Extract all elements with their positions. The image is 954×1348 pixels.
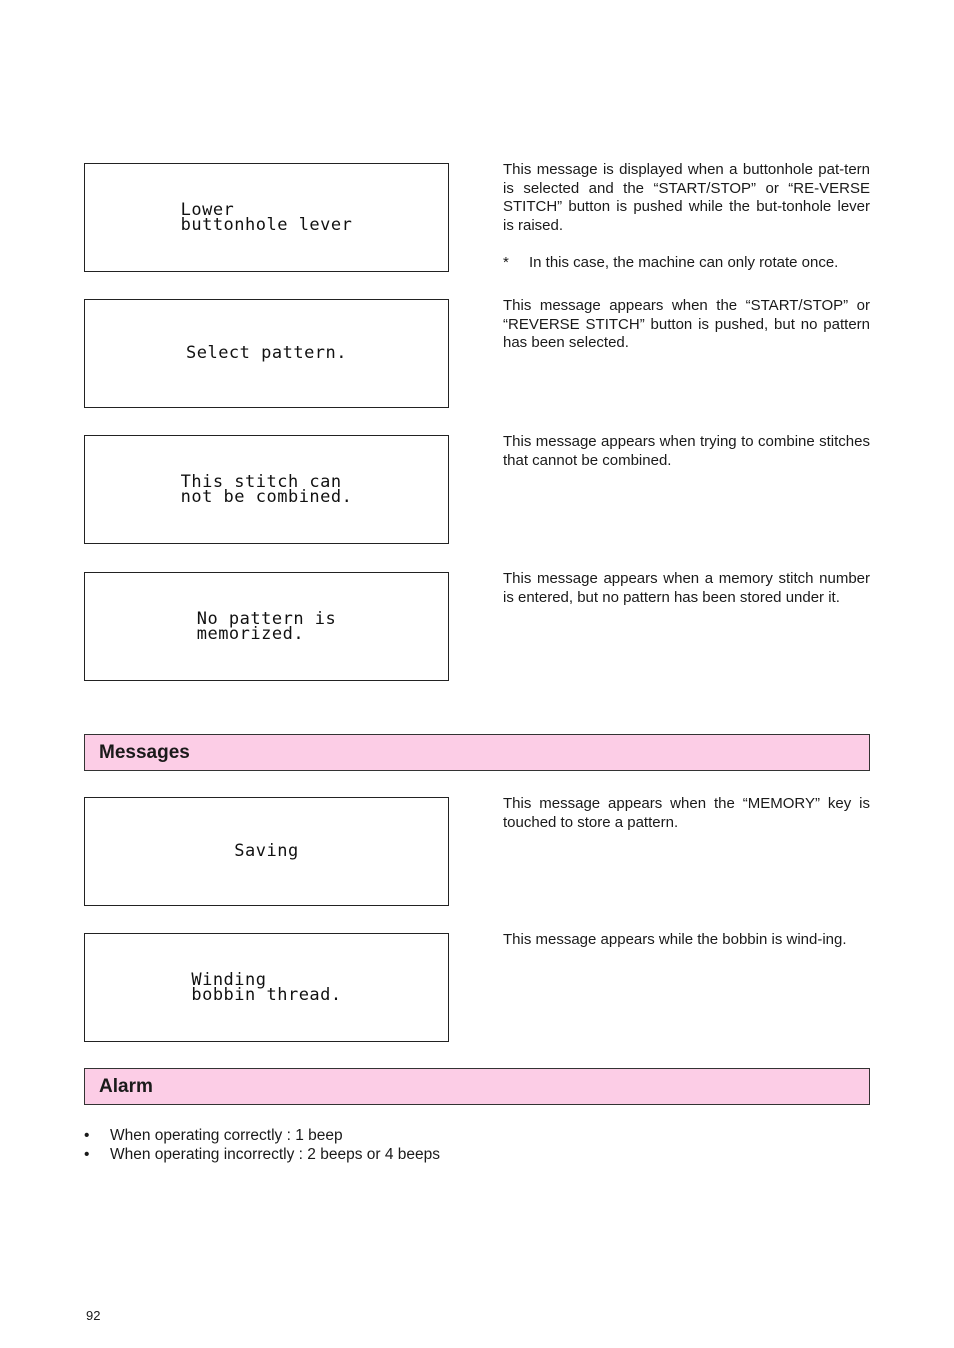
message-description: This message is displayed when a buttonhole pat-tern is selected and the “START/STOP” or “RE-VERSE STITCH” button is pushed while the but-tonhole lever is raised. bbox=[503, 161, 870, 234]
message-description: This message appears when the “START/STOP” or “REVERSE STITCH” button is pushed, but no pattern has been selected. bbox=[503, 297, 870, 351]
list-item bbox=[84, 1145, 440, 1164]
lcd-display-stitch-cannot-combine bbox=[84, 435, 449, 544]
section-header-alarm bbox=[84, 1068, 870, 1105]
note-asterisk: * bbox=[503, 254, 509, 271]
bullet-icon: • bbox=[84, 1127, 90, 1144]
section-title: Alarm bbox=[99, 1075, 153, 1097]
lcd-text: No pattern is memorized. bbox=[196, 608, 337, 644]
section-title: Messages bbox=[99, 741, 190, 763]
message-description: This message appears when trying to combine stitches that cannot be combined. bbox=[503, 433, 870, 469]
list-item-text: When operating correctly : 1 beep bbox=[110, 1127, 343, 1144]
message-description: This message appears while the bobbin is wind-ing. bbox=[503, 931, 847, 948]
section-header-messages bbox=[84, 734, 870, 771]
lcd-display-no-pattern-memorized bbox=[84, 572, 449, 681]
alarm-list bbox=[84, 1126, 440, 1164]
message-description: This message appears when the “MEMORY” key is touched to store a pattern. bbox=[503, 795, 870, 831]
note-text: In this case, the machine can only rotate once. bbox=[529, 254, 839, 271]
message-description: This message appears when a memory stitch number is entered, but no pattern has been stored under it. bbox=[503, 570, 870, 606]
page-number: 92 bbox=[86, 1308, 101, 1323]
lcd-display-saving bbox=[84, 797, 449, 906]
lcd-text: This stitch can not be combined. bbox=[180, 471, 353, 507]
lcd-display-select-pattern bbox=[84, 299, 449, 408]
lcd-text: Select pattern. bbox=[185, 343, 348, 363]
lcd-display-lower-buttonhole-lever bbox=[84, 163, 449, 272]
list-item-text: When operating incorrectly : 2 beeps or 4 beeps bbox=[110, 1146, 440, 1163]
lcd-display-winding-bobbin bbox=[84, 933, 449, 1042]
list-item bbox=[84, 1126, 440, 1145]
lcd-text: Saving bbox=[234, 841, 299, 861]
lcd-text: Lower buttonhole lever bbox=[180, 199, 353, 235]
lcd-text: Winding bobbin thread. bbox=[191, 969, 342, 1005]
bullet-icon: • bbox=[84, 1146, 90, 1163]
